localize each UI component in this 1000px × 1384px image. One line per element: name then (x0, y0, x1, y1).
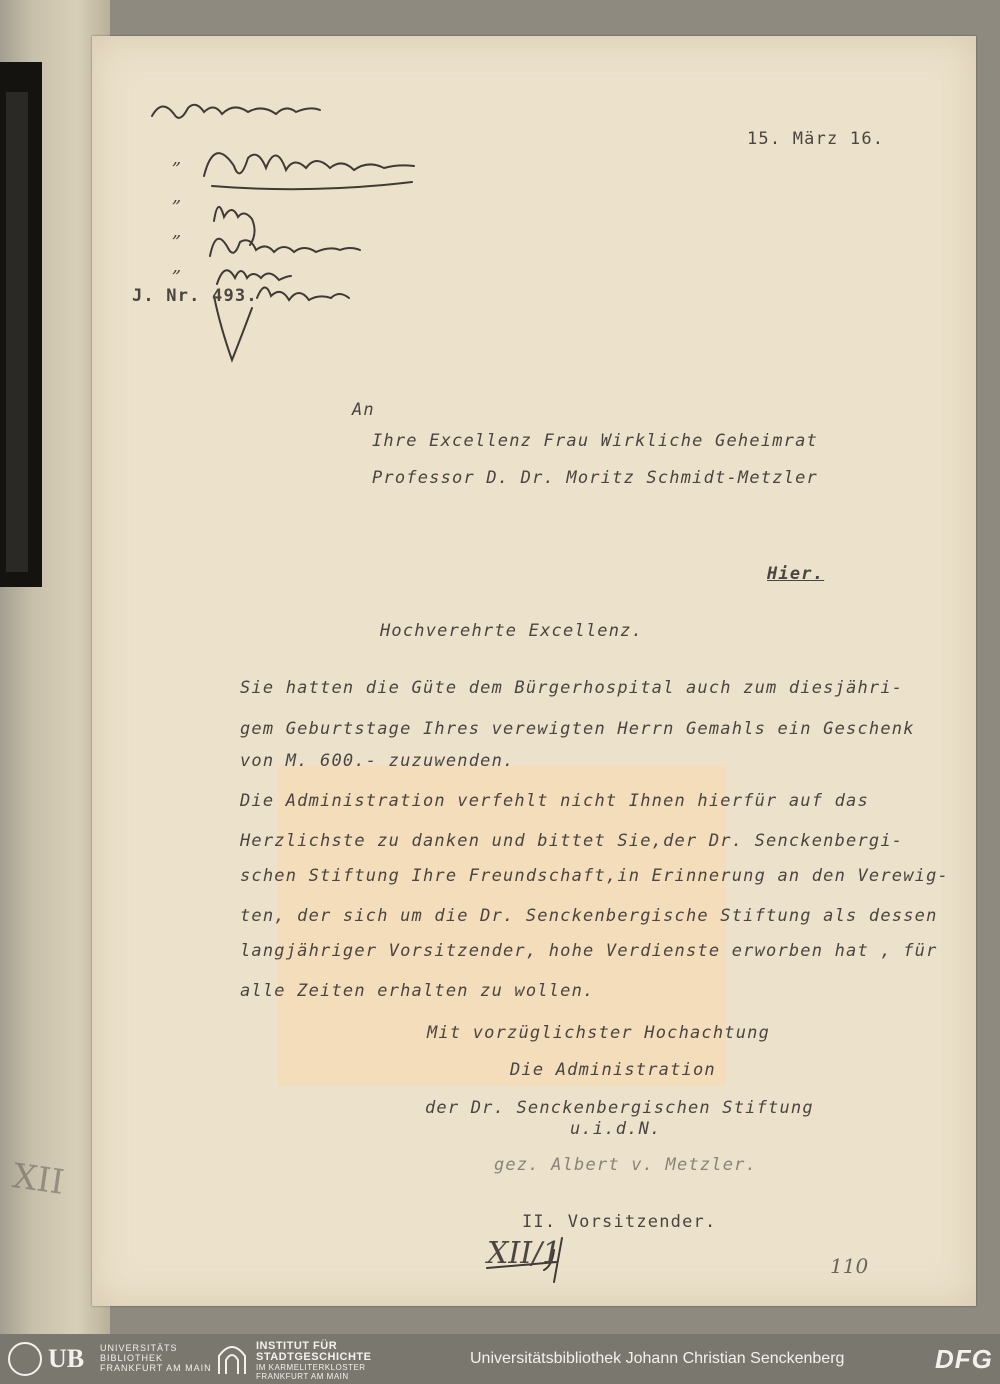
address-line-2: Professor D. Dr. Moritz Schmidt-Metzler (372, 468, 818, 488)
institute-subtitle (256, 1363, 366, 1381)
body-line: ten, der sich um die Dr. Senckenbergische Stiftung als dessen (240, 906, 938, 926)
body-line: alle Zeiten erhalten zu wollen. (240, 981, 595, 1001)
folio-number: 110 (830, 1254, 869, 1278)
body-line: langjähriger Vorsitzender, hohe Verdienste erworben hat , für (240, 941, 938, 961)
letter-page (92, 36, 976, 1306)
salutation: Hochverehrte Excellenz. (380, 621, 644, 641)
archive-mark: XII/1 (487, 1236, 562, 1271)
institute-subtitle-line: IM KARMELITERKLOSTER (256, 1363, 366, 1372)
ditto-mark: „ (172, 256, 182, 277)
address-line-1: Ihre Excellenz Frau Wirkliche Geheimrat (372, 431, 818, 451)
footer-bar (0, 1334, 1000, 1384)
spine-handwriting: XII (10, 1156, 67, 1203)
journal-number: J. Nr. 493. (132, 286, 258, 306)
body-line: Herzlichste zu danken und bittet Sie,der Dr. Senckenbergi- (240, 831, 904, 851)
closing-line: Mit vorzüglichster Hochachtung (427, 1023, 771, 1043)
institute-arch-icon (216, 1342, 248, 1376)
body-line: gem Geburtstage Ihres verewigten Herrn Gemahls ein Geschenk (240, 719, 915, 739)
ub-name (100, 1343, 212, 1373)
ub-name-line: BIBLIOTHEK (100, 1353, 164, 1363)
ditto-mark: „ (172, 186, 182, 207)
body-line: schen Stiftung Ihre Freundschaft,in Erinnerung an den Verewig- (240, 866, 949, 886)
closing-signature: gez. Albert v. Metzler. (494, 1155, 758, 1175)
ub-name-line: FRANKFURT AM MAIN (100, 1363, 212, 1373)
library-name: Universitätsbibliothek Johann Christian Senckenberg (470, 1350, 845, 1367)
ditto-mark: „ (172, 221, 182, 242)
body-line: Die Administration verfehlt nicht Ihnen hierfür auf das (240, 791, 869, 811)
institute-name-line: STADTGESCHICHTE (256, 1351, 372, 1363)
address-place: Hier. (767, 564, 825, 584)
address-to: An (352, 400, 375, 420)
ub-logo-text: UB (48, 1344, 85, 1373)
ditto-mark: „ (172, 148, 182, 169)
ub-name-line: UNIVERSITÄTS (100, 1343, 178, 1353)
institute-subtitle-line: FRANKFURT AM MAIN (256, 1372, 349, 1381)
closing-line: der Dr. Senckenbergischen Stiftung (425, 1098, 814, 1118)
body-line: Sie hatten die Güte dem Bürgerhospital auch zum diesjähri- (240, 678, 904, 698)
letter-date: 15. März 16. (747, 129, 885, 149)
body-line: von M. 600.- zuzuwenden. (240, 751, 515, 771)
institute-name-line: INSTITUT FÜR (256, 1340, 338, 1352)
previous-page-edge (0, 62, 42, 587)
closing-line: u.i.d.N. (570, 1119, 662, 1139)
ub-seal-icon (8, 1342, 42, 1376)
institute-name (256, 1341, 371, 1363)
closing-title: II. Vorsitzender. (522, 1212, 717, 1232)
closing-line: Die Administration (510, 1060, 716, 1080)
dfg-logo: DFG (935, 1344, 993, 1374)
